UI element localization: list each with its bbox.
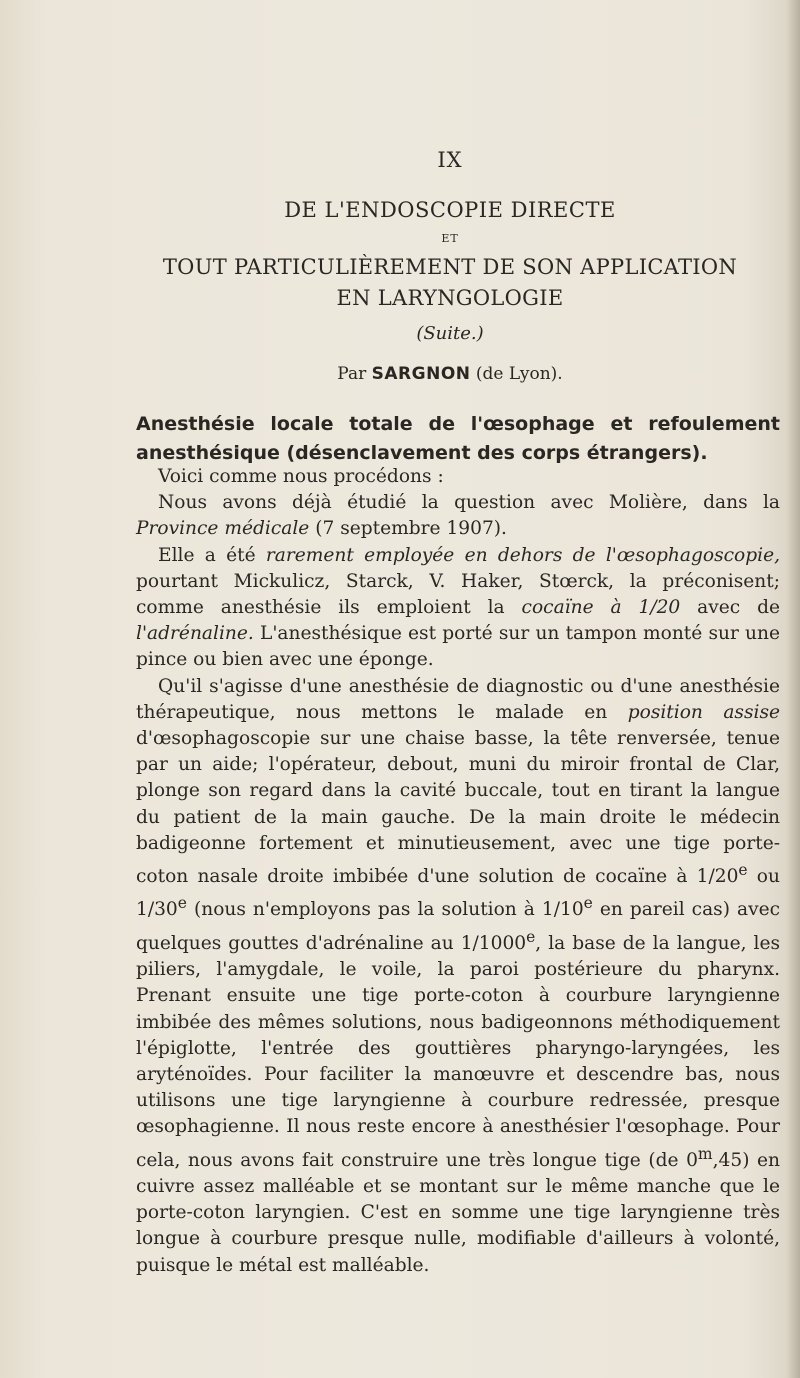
p3-italic-f: l'adrénaline.	[136, 623, 254, 645]
p3-italic-d: cocaïne à 1/20	[521, 597, 681, 619]
p4-text-g: , la base de la langue, les piliers, l'amygdale, le voile, la paroi postérieure du pharynx. Prenant ensuite une tige porte-coton à courbure laryngienne imbibée des mêmes solutions, nous badigeonnons méthodiquement l'épiglotte, l'entrée des gouttières pharyngo-laryngées, les aryténoïdes. Pour faciliter la manœuvre et descendre bas, nous utilisons une tige laryngienne à courbure redressée, presque œsophagienne. Il nous reste encore à anesthésier l'œsophage. Pour cela, nous avons fait construire une très longue tige (de 0	[136, 933, 780, 1171]
p2-journal: Province médicale	[136, 518, 310, 540]
suite-label: (Suite.)	[416, 323, 484, 344]
p4-text-f: en pareil cas) avec quelques gouttes d'adrénaline au 1/1000	[136, 899, 780, 955]
title-line-4: EN LARYNGOLOGIE	[336, 286, 564, 310]
p4-text-e: (nous n'employons pas la solution à 1/10	[186, 899, 584, 921]
p4-text-h: ,45) en cuivre assez malléable et se montant sur le même manche que le porte-coton laryngien. C'est en somme une tige laryngienne très longue à courbure presque nulle, modifiable d'ailleurs à volonté, puisque le métal est malléable.	[136, 1149, 780, 1276]
p2-text-a: Nous avons déjà étudié la question avec Molière, dans la	[158, 492, 780, 514]
p3-text-c: pourtant Mickulicz, Starck, V. Haker, Stœrck, la préconisent; comme anesthésie ils emploient la	[136, 570, 780, 619]
p4-sup-4: e	[526, 927, 536, 946]
chapter-number: IX	[437, 148, 463, 172]
paragraph-2	[136, 490, 780, 542]
p4-text-c: d'œsophagoscopie sur une chaise basse, la tête renversée, tenue par un aide; l'opérateur, debout, muni du miroir frontal de Clar, plonge son regard dans la cavité buccale, tout en tirant la langue du patient de la main gauche. De la main droite le médecin badigeonne fortement et minutieusement, avec une tige porte-coton nasale droite imbibée d'une solution de cocaïne à 1/20	[136, 728, 780, 888]
p3-text-e: avec de	[680, 597, 780, 619]
p3-text-g: L'anesthésique est porté sur un tampon monté sur une pince ou bien avec une éponge.	[136, 623, 780, 671]
p4-sup-3: e	[583, 894, 593, 913]
p2-text-c: (7 septembre 1907).	[309, 518, 507, 540]
paragraph-1: Voici comme nous procédons :	[158, 466, 444, 487]
title-line-1: DE L'ENDOSCOPIE DIRECTE	[284, 198, 616, 222]
p4-sup-2: e	[177, 894, 187, 913]
section-title: Anesthésie locale totale de l'œsophage et refoulement anesthésique (désenclavement des corps étrangers).	[136, 413, 780, 464]
p4-text-a: Qu'il s'agisse d'une anesthésie de diagnostic ou d'une anesthésie thérapeutique, nous mettons le malade en	[136, 675, 780, 723]
body-text	[136, 464, 780, 1279]
title-line-3: TOUT PARTICULIÈREMENT DE SON APPLICATION	[162, 255, 738, 279]
paragraph-4	[136, 674, 780, 1279]
title-line-2: ET	[441, 232, 459, 245]
author-line	[0, 364, 800, 384]
p3-italic-b: rarement employée en dehors de l'œsophagoscopie,	[265, 544, 780, 566]
author-suffix: (de Lyon).	[475, 364, 563, 384]
p3-text-a: Elle a été	[158, 544, 266, 566]
p4-sup-5: m	[697, 1144, 713, 1163]
author-prefix: Par	[337, 364, 367, 384]
p4-text-d: ou 1/30	[136, 866, 780, 921]
paragraph-3	[136, 543, 780, 674]
p4-italic-b: position assise	[627, 701, 780, 723]
author-name: SARGNON	[371, 364, 471, 384]
p4-sup-1: e	[738, 861, 748, 880]
